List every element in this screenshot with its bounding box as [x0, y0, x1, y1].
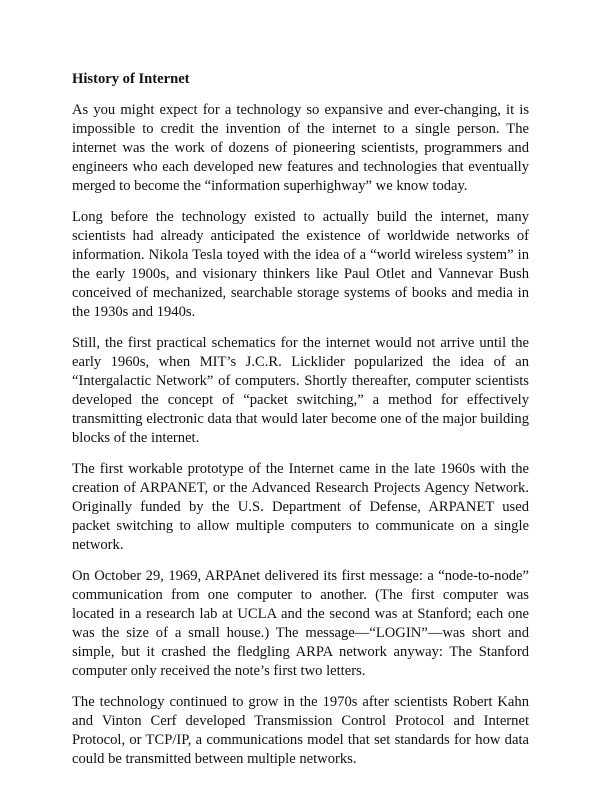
paragraph: Long before the technology existed to actually build the internet, many scientists had already anticipated the existence of worldwide networks of information. Nikola Tesla toyed with the idea of a “world wireless system” in the early 1900s, and visionary thinkers like Paul Otlet and Vannevar Bush conceived of mechanized, searchable storage systems of books and media in the 1930s and 1940s. — [72, 209, 529, 320]
document-body — [72, 70, 529, 781]
document-title: History of Internet — [72, 71, 190, 87]
paragraph: The technology continued to grow in the 1970s after scientists Robert Kahn and Vinton Cerf developed Transmission Control Protocol and Internet Protocol, or TCP/IP, a communications model that set standards for how data could be transmitted between multiple networks. — [72, 694, 529, 767]
paragraph: The first workable prototype of the Internet came in the late 1960s with the creation of ARPANET, or the Advanced Research Projects Agency Network. Originally funded by the U.S. Department of Defense, ARPANET used packet switching to allow multiple computers to communicate on a single network. — [72, 461, 529, 553]
paragraph: As you might expect for a technology so expansive and ever-changing, it is impossible to credit the invention of the internet to a single person. The internet was the work of dozens of pioneering scientists, programmers and engineers who each developed new features and technologies that eventually merged to become the “information superhighway” we know today. — [72, 102, 529, 194]
paragraph: Still, the first practical schematics for the internet would not arrive until the early 1960s, when MIT’s J.C.R. Licklider popularized the idea of an “Intergalactic Network” of computers. Shortly thereafter, computer scientists developed the concept of “packet switching,” a method for effectively transmitting electronic data that would later become one of the major building blocks of the internet. — [72, 335, 529, 446]
paragraph: On October 29, 1969, ARPAnet delivered its first message: a “node-to-node” communication from one computer to another. (The first computer was located in a research lab at UCLA and the second was at Stanford; each one was the size of a small house.) The message—“LOGIN”—was short and simple, but it crashed the fledgling ARPA network anyway: The Stanford computer only received the note’s first two letters. — [72, 568, 529, 679]
